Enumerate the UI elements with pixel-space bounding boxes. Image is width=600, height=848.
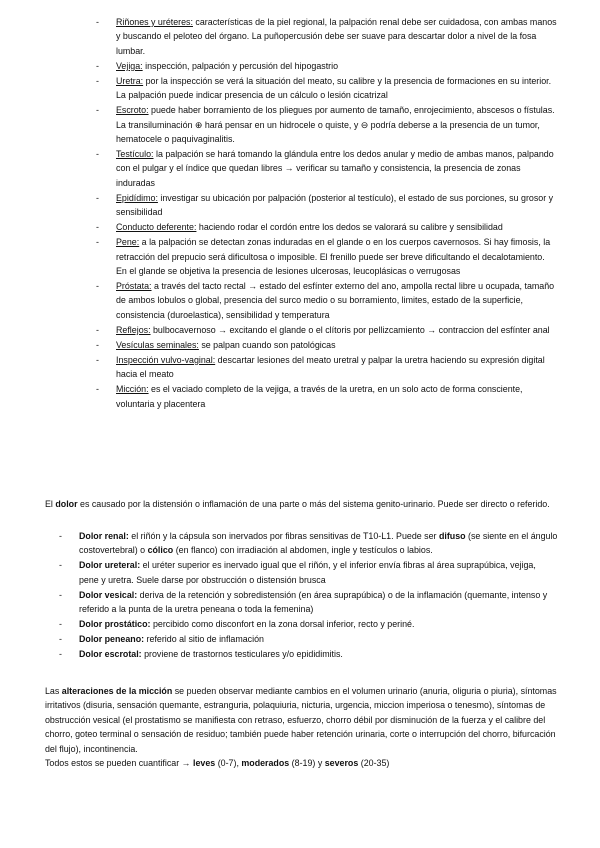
- item-text: (en flanco) con irradiación al abdomen, ingle y testículos o labios.: [173, 545, 433, 556]
- item-text: investigar su ubicación por palpación (posterior al testículo), el estado de sus porciones, su grosor y sensibilidad: [116, 192, 554, 218]
- dash-bullet: -: [96, 149, 99, 160]
- list-item: [59, 647, 558, 661]
- item-text: proviene de trastornos testiculares y/o epididimitis.: [141, 649, 343, 660]
- dash-bullet: -: [96, 105, 99, 116]
- item-text: la palpación se hará tomando la glándula entre los dedos anular y medio de ambas manos, palpando con el pulgar y el índice que quedan libres → verificar su tamaño y consistencia, la presencia de zonas induradas: [116, 149, 554, 188]
- list-item: [59, 558, 558, 587]
- item-title: Uretra:: [116, 75, 144, 86]
- item-title: Epidídimo:: [116, 192, 158, 203]
- list-item: [96, 191, 558, 220]
- list-item: [96, 15, 558, 58]
- item-label: Dolor ureteral:: [79, 560, 141, 571]
- dash-bullet: -: [59, 531, 62, 541]
- item-title: Reflejos:: [116, 324, 151, 335]
- list-item: [96, 103, 558, 146]
- list-item: [96, 147, 558, 190]
- bold-term: cólico: [147, 545, 174, 556]
- text-span: Las: [45, 686, 62, 696]
- list-item: [96, 353, 558, 382]
- item-text: por la inspección se verá la situación del meato, su calibre y la presencia de formaciones en su interior. La palpación puede indicar presencia de un cálculo o lesión cicatrizal: [116, 75, 552, 101]
- item-title: Inspección vulvo-vaginal:: [116, 354, 216, 365]
- miccion-paragraph: [45, 684, 558, 770]
- item-label: Dolor escrotal:: [79, 649, 142, 660]
- item-title: Vesículas seminales:: [116, 339, 199, 350]
- item-text: haciendo rodar el cordón entre los dedos se valorará su calibre y sensibilidad: [196, 222, 503, 233]
- item-title: Conducto deferente:: [116, 222, 197, 233]
- item-title: Escroto:: [116, 105, 149, 116]
- item-text: se palpan cuando son patológicas: [198, 339, 336, 350]
- item-text: (se siente en el ángulo costovertebral) o: [79, 531, 558, 556]
- item-title: Próstata:: [116, 281, 152, 292]
- dash-bullet: -: [59, 634, 62, 645]
- list-item: [59, 529, 558, 558]
- dolor-intro-paragraph: [45, 497, 558, 511]
- list-item: [59, 588, 558, 617]
- item-text: puede haber borramiento de los pliegues por aumento de tamaño, enrojecimiento, abscesos o fístulas. La transiluminación ⊕ hará pensar en un hidrocele o quiste, y ⊖ podría deberse a la presencia de un tumor, hematocele o paquivaginalitis.: [116, 105, 555, 145]
- bold-term: moderados: [241, 758, 290, 769]
- list-item: [96, 220, 558, 234]
- dash-bullet: -: [59, 560, 62, 571]
- item-text: es el vaciado completo de la vejiga, a través de la uretra, en un solo acto de forma consciente, voluntaria y placentera: [116, 384, 523, 409]
- item-title: Testículo:: [116, 149, 154, 160]
- text-span: (20-35): [358, 758, 390, 769]
- list-item: [96, 323, 558, 337]
- bold-term: difuso: [438, 531, 466, 541]
- text-span: (0-7),: [215, 758, 242, 769]
- dash-bullet: -: [59, 589, 62, 600]
- dash-bullet: -: [96, 339, 99, 350]
- text-span: El: [45, 499, 56, 509]
- list-item: [96, 338, 558, 352]
- list-item: [96, 59, 558, 73]
- item-title: Pene:: [116, 237, 140, 248]
- item-text: el uréter superior es inervado igual que el riñón, y el inferior envía fibras al área suprapúbica, vejiga, pene y uretra. Suele darse por obstrucción o distensión brusca: [79, 560, 536, 585]
- list-item: [96, 279, 558, 322]
- dash-bullet: -: [96, 281, 99, 292]
- bold-term: severos: [324, 758, 359, 769]
- item-text: deriva de la retención y sobredistensión (en área suprapúbica) o de la inflamación (quemante, intenso y referido a la punta de la uretra peneana o toda la femenina): [79, 589, 548, 615]
- item-title: Riñones y uréteres:: [116, 17, 193, 27]
- dash-bullet: -: [96, 324, 99, 335]
- dash-bullet: -: [96, 75, 99, 86]
- dash-bullet: -: [96, 354, 99, 365]
- item-text: bulbocavernoso → excitando el glande o el clítoris por pellizcamiento → contraccion del esfínter anal: [150, 324, 550, 335]
- list-item: [59, 617, 558, 631]
- dash-bullet: -: [96, 192, 99, 203]
- dash-bullet: -: [96, 60, 99, 71]
- bold-term: dolor: [55, 499, 78, 509]
- text-span: se pueden observar mediante cambios en el volumen urinario (anuria, oliguria o piuria), síntomas irritativos (disuria, sensación quemante, estranguria, polaquiuria, nicturia, urgencia, miccion imperiosa o tenesmo), síntomas de obstrucción vesical (el prostatismo se manifiesta con retraso, esfuerzo, chorro débil por disminución de la fuerza y el calibre del chorro, goteo terminal o sensación de residuo; también puede haber retención urinaria, corte o interrupción del chorro, bifurcación del flujo), incontinencia.: [45, 686, 557, 754]
- item-text: inspección, palpación y percusión del hipogastrio: [142, 60, 339, 71]
- item-text: características de la piel regional, la palpación renal debe ser cuidadosa, con ambas manos y buscando el peloteo del órgano. La puñopercusión debe ser suave para descartar dolor a nivel de la fosa lumbar.: [116, 17, 557, 56]
- list-item: [96, 382, 558, 411]
- item-label: Dolor prostático:: [79, 619, 151, 630]
- list-item: [96, 74, 558, 103]
- item-text: percibido como disconfort en la zona dorsal inferior, recto y periné.: [150, 619, 415, 630]
- item-title: Micción:: [116, 384, 149, 395]
- item-text: a la palpación se detectan zonas induradas en el glande o en los cuerpos cavernosos. Si hay fimosis, la retracción del prepucio será dificultosa o imposible. El frenillo puede ser breve dificultando el decalotamiento. En el glande se objetiva la presencia de lesiones ulcerosas, leucoplásicas o verrugosas: [116, 237, 551, 277]
- dolor-list: [59, 529, 558, 662]
- list-item: [59, 632, 558, 646]
- item-label: Dolor vesical:: [79, 589, 138, 600]
- item-label: Dolor peneano:: [79, 634, 145, 645]
- item-title: Vejiga:: [116, 60, 143, 71]
- text-span: Todos estos se pueden cuantificar →: [45, 758, 194, 769]
- exam-list: [96, 15, 558, 412]
- bold-term: alteraciones de la micción: [61, 686, 173, 696]
- item-label: Dolor renal:: [79, 531, 129, 541]
- text-span: es causado por la distensión o inflamación de una parte o más del sistema genito-urinario. Puede ser directo o referido.: [77, 499, 550, 509]
- text-span: (8-19) y: [289, 758, 325, 769]
- dash-bullet: -: [96, 237, 99, 248]
- dash-bullet: -: [96, 222, 99, 233]
- item-text: descartar lesiones del meato uretral y palpar la uretra haciendo su expresión digital hacia el meato: [116, 354, 545, 380]
- dash-bullet: -: [96, 384, 99, 395]
- item-text: a través del tacto rectal → estado del esfínter externo del ano, ampolla rectal libre u ocupada, tamaño de ambos lobulos o global, presencia del surco medio o su borramiento, limites, estado de la superficie, consistencia (duroelastica), sensibilidad y temperatura: [116, 281, 555, 320]
- list-item: [96, 235, 558, 278]
- dash-bullet: -: [96, 17, 99, 27]
- dash-bullet: -: [59, 619, 62, 630]
- item-text: referido al sitio de inflamación: [144, 634, 264, 645]
- item-text: el riñón y la cápsula son inervados por fibras sensitivas de T10-L1. Puede ser: [128, 531, 439, 541]
- dash-bullet: -: [59, 649, 62, 660]
- bold-term: leves: [193, 758, 216, 769]
